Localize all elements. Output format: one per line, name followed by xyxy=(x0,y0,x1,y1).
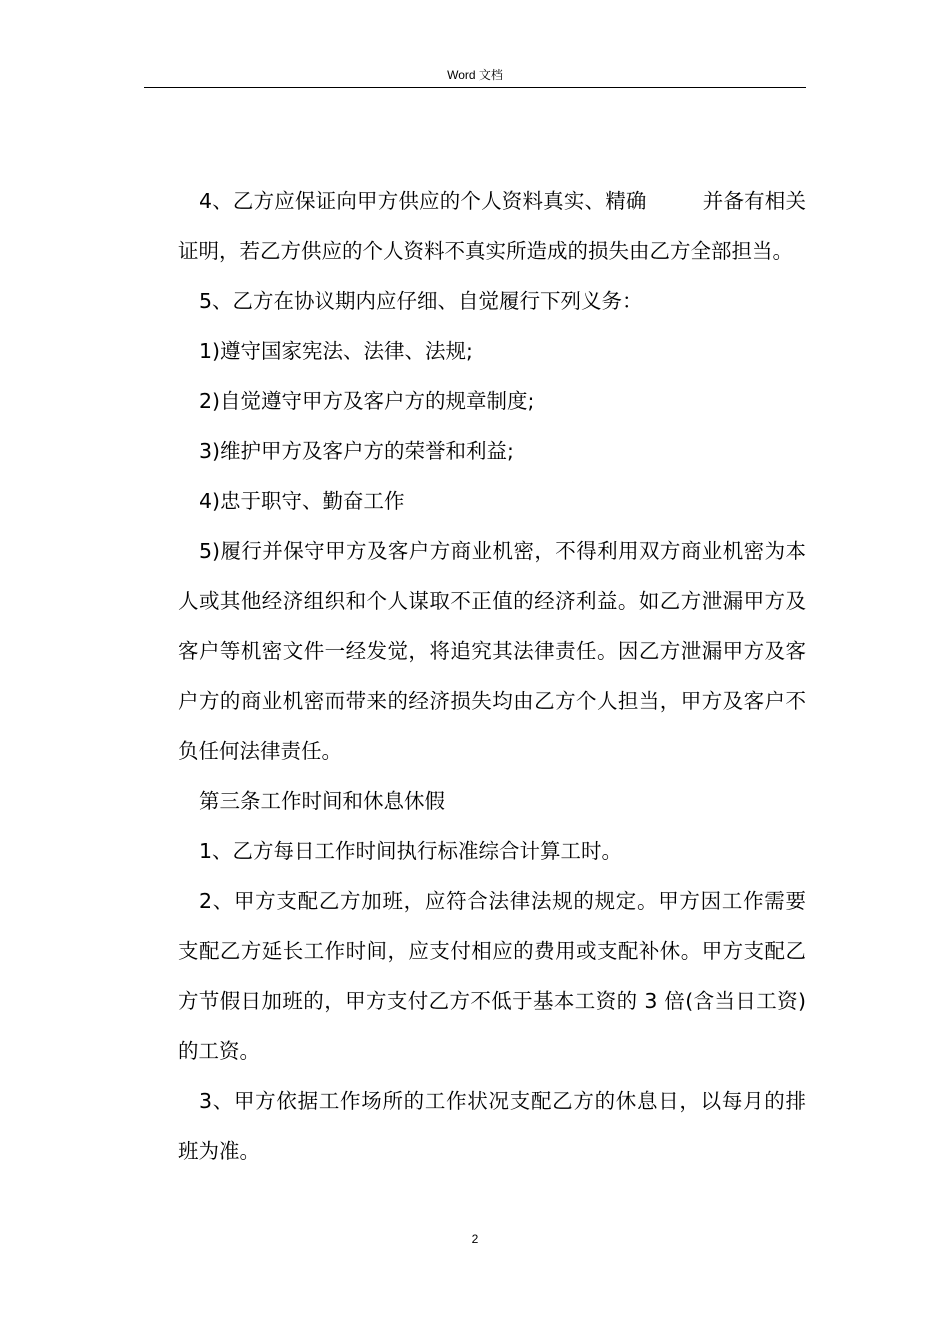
work-time-item-3: 3、甲方依据工作场所的工作状况支配乙方的休息日，以每月的排班为准。 xyxy=(178,1089,806,1163)
paragraph-item-4-part1: 4、乙方应保证向甲方供应的个人资料真实、精确 xyxy=(199,189,647,213)
obligation-3: 3)维护甲方及客户方的荣誉和利益; xyxy=(199,439,514,463)
obligation-2: 2)自觉遵守甲方及客户方的规章制度; xyxy=(199,389,535,413)
header-divider xyxy=(144,87,806,88)
obligation-4: 4)忠于职守、勤奋工作 xyxy=(199,489,405,513)
page-number: 2 xyxy=(471,1232,479,1246)
paragraph-item-5: 5、乙方在协议期内应仔细、自觉履行下列义务： xyxy=(199,289,643,313)
work-time-item-1: 1、乙方每日工作时间执行标准综合计算工时。 xyxy=(199,839,623,863)
work-time-item-2: 2、甲方支配乙方加班，应符合法律法规的规定。甲方因工作需要支配乙方延长工作时间，应支付相应的费用或支配补休。甲方支配乙方节假日加班的，甲方支付乙方不低于基本工资的 3 倍(含当日工资)的工资。 xyxy=(178,889,806,1063)
obligation-5: 5)履行并保守甲方及客户方商业机密，不得利用双方商业机密为本人或其他经济组织和个人谋取不正值的经济利益。如乙方泄漏甲方及客户等机密文件一经发觉，将追究其法律责任。因乙方泄漏甲方及客户方的商业机密而带来的经济损失均由乙方个人担当，甲方及客户不负任何法律责任。 xyxy=(178,539,806,763)
section-heading-article-3: 第三条工作时间和休息休假 xyxy=(199,789,445,813)
document-body xyxy=(178,176,806,1176)
page-header-title: Word 文档 xyxy=(447,68,503,82)
obligation-1: 1)遵守国家宪法、法律、法规; xyxy=(199,339,473,363)
paragraph-item-4-part2: 并备有相关证明，若乙方供应的个人资料不真实所造成的损失由乙方全部担当。 xyxy=(178,189,806,263)
paragraph-item-4 xyxy=(178,176,806,276)
